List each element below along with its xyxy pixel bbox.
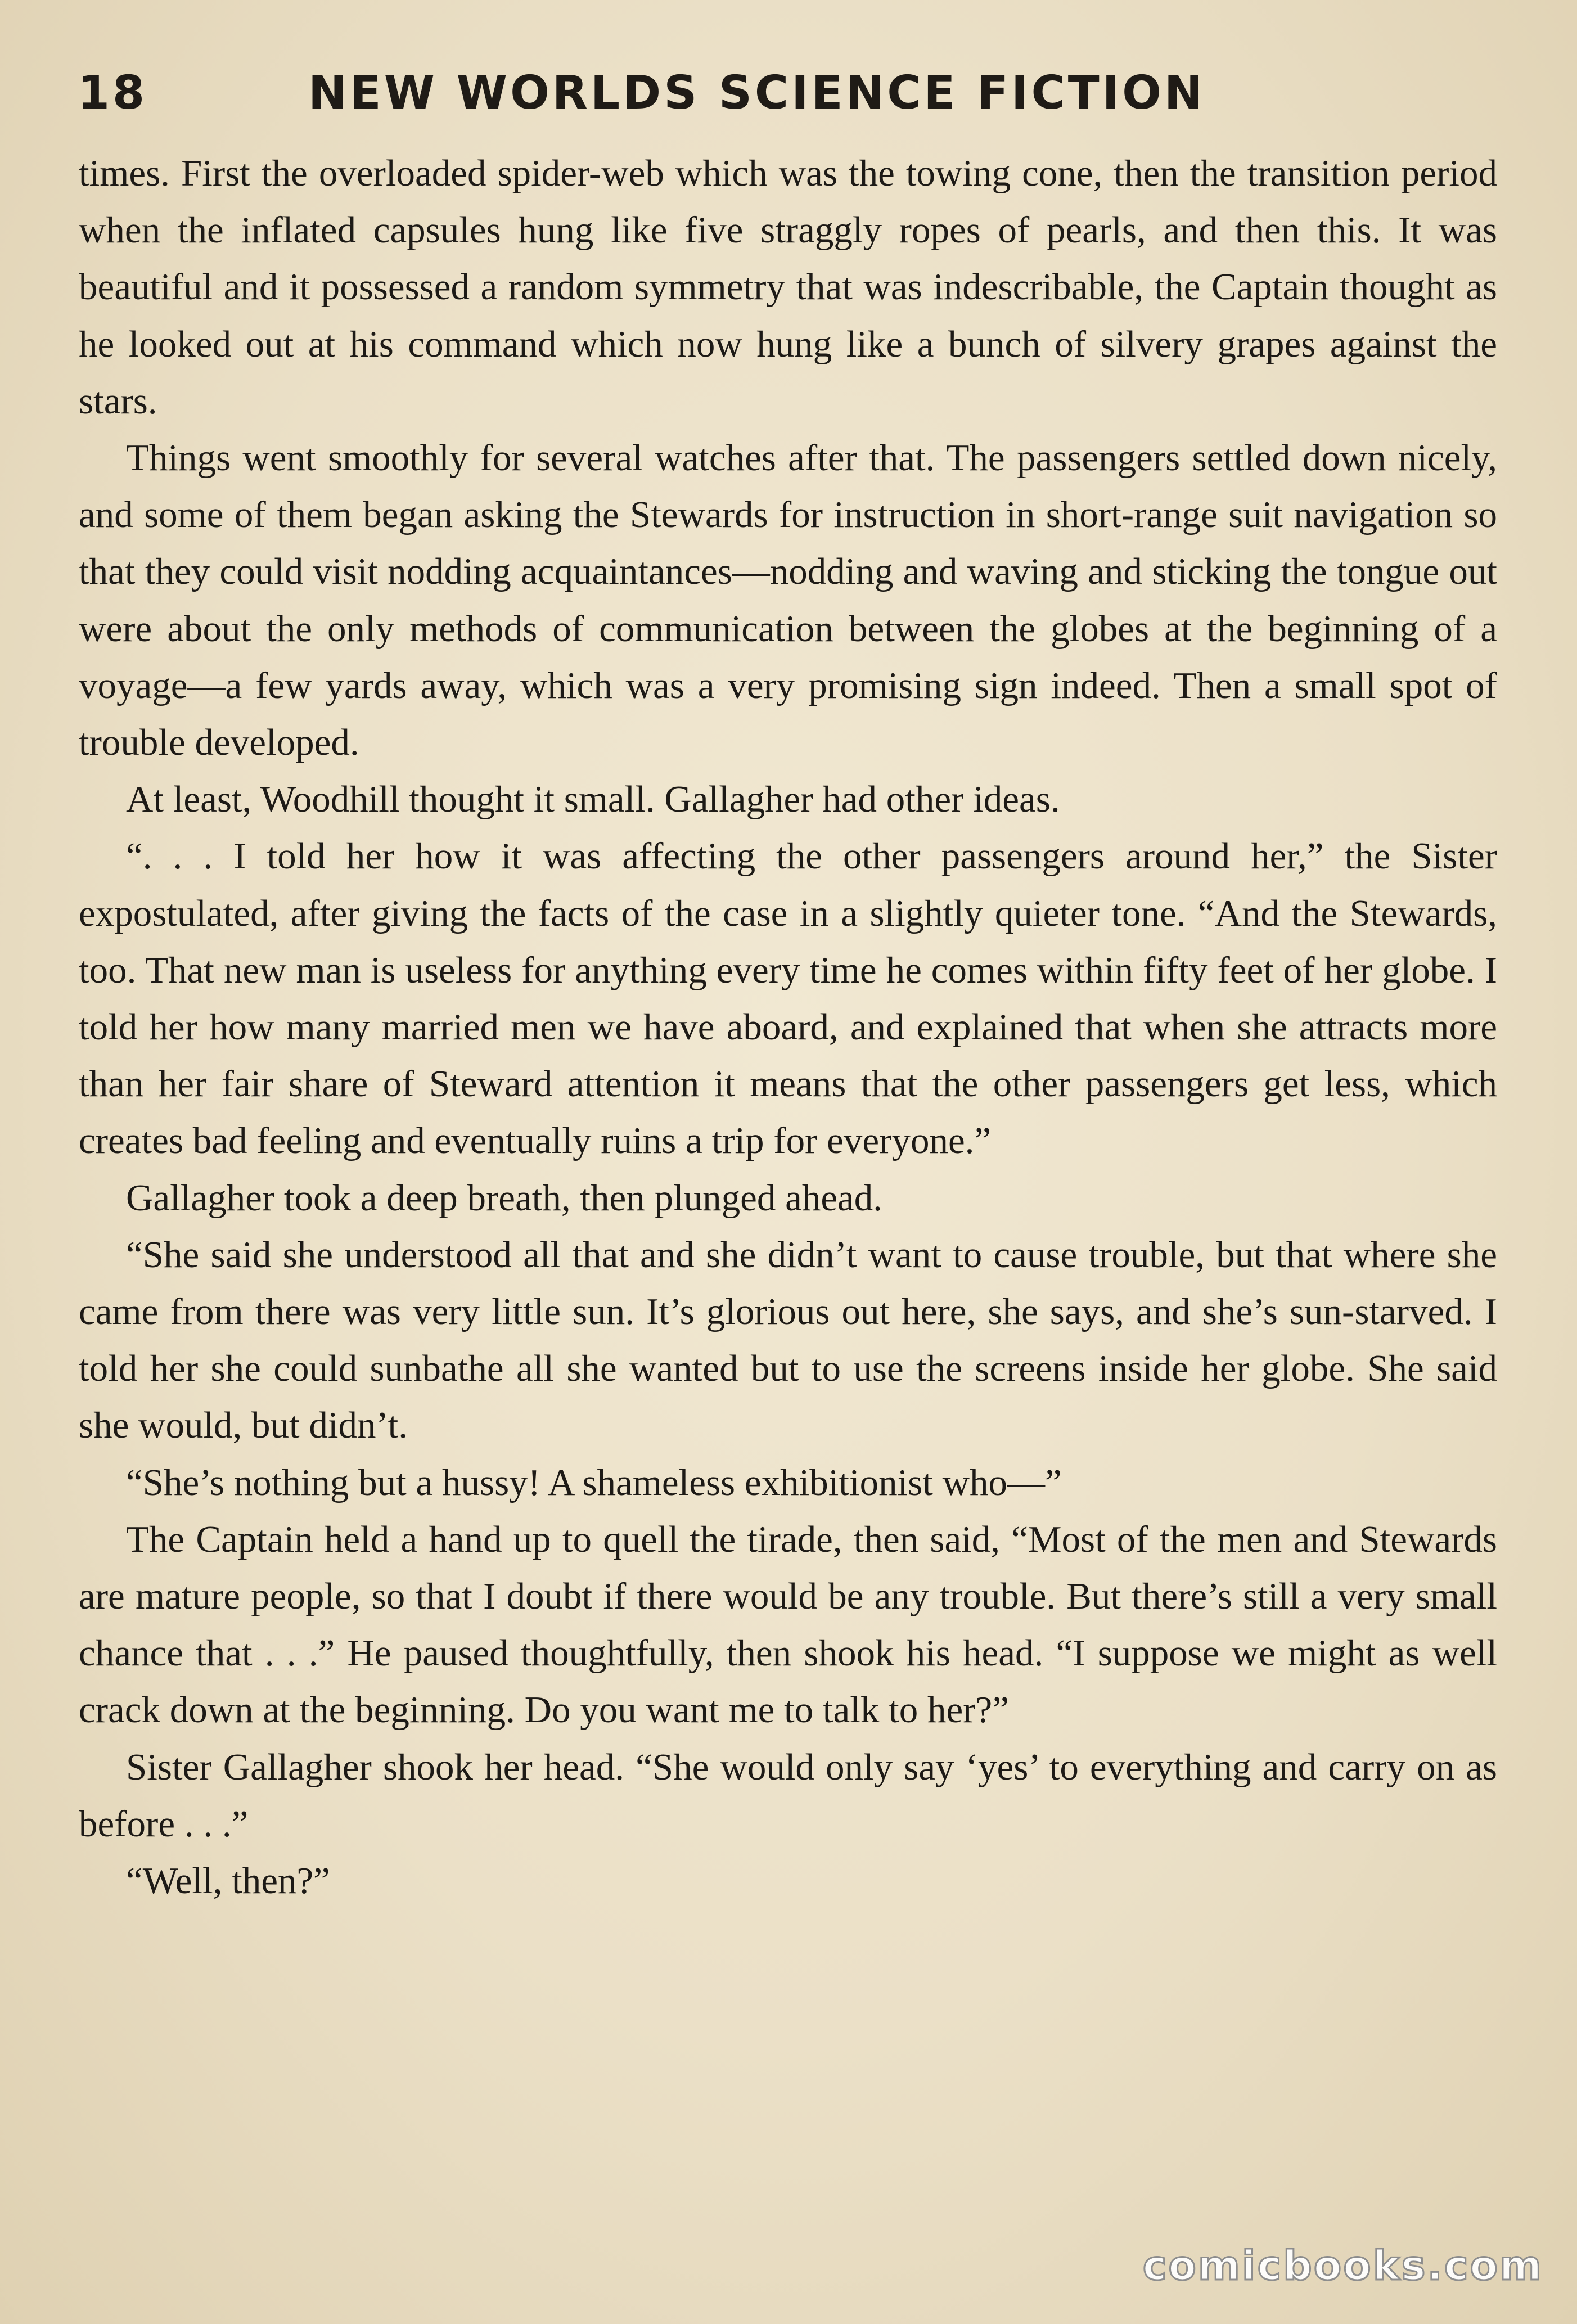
watermark: comicbooks.com [1142, 2242, 1543, 2289]
paragraph-9: Sister Gallagher shook her head. “She would only say ‘yes’ to everything and carry on as before . . .” [79, 1746, 1497, 1845]
paragraph-7: “She’s nothing but a hussy! A shameless exhibitionist who—” [126, 1461, 1062, 1503]
paragraph-1: times. First the overloaded spider-web which was the towing cone, then the transition period when the inflated capsules hung like five straggly ropes of pearls, and then this. It was beautiful and it possessed a random symmetry that was indescribable, the Captain thought as he looked out at his command which now hung like a bunch of silvery grapes against the stars. [79, 152, 1497, 422]
running-head [78, 66, 1501, 134]
paragraph-8: The Captain held a hand up to quell the tirade, then said, “Most of the men and Stewards are mature people, so that I doubt if there would be any trouble. But there’s still a very small chance that . . .” He paused thoughtfully, then shook his head. “I suppose we might as well crack down at the beginning. Do you want me to talk to her?” [79, 1518, 1497, 1731]
paragraph-5: Gallagher took a deep breath, then plunged ahead. [126, 1177, 883, 1219]
paragraph-3: At least, Woodhill thought it small. Gallagher had other ideas. [126, 778, 1060, 821]
page-number: 18 [78, 66, 148, 120]
paragraph-2: Things went smoothly for several watches after that. The passengers settled down nicely, and some of them began asking the Stewards for instruction in short-range suit navigation so that they could visit nodding acquaintances—nodding and waving and sticking the tongue out were about the only methods of communication between the globes at the beginning of a voyage—a few yards away, which was a very promising sign indeed. Then a small spot of trouble developed. [79, 437, 1497, 764]
magazine-title: NEW WORLDS SCIENCE FICTION [308, 66, 1206, 120]
paragraph-4: “. . . I told her how it was affecting the other passengers around her,” the Sister expostulated, after giving the facts of the case in a slightly quieter tone. “And the Stewards, too. That new man is useless for anything every time he comes within fifty feet of her globe. I told her how many married men we have aboard, and explained that when she attracts more than her fair share of Steward attention it means that the other passengers get less, which creates bad feeling and eventually ruins a trip for everyone.” [79, 835, 1497, 1162]
story-text [79, 145, 1497, 1909]
paragraph-6: “She said she understood all that and she didn’t want to cause trouble, but that where she came from there was very little sun. It’s glorious out here, she says, and she’s sun-starved. I told her she could sunbathe all she wanted but to use the screens inside her globe. She said she would, but didn’t. [79, 1233, 1497, 1447]
paragraph-10: “Well, then?” [126, 1860, 330, 1902]
